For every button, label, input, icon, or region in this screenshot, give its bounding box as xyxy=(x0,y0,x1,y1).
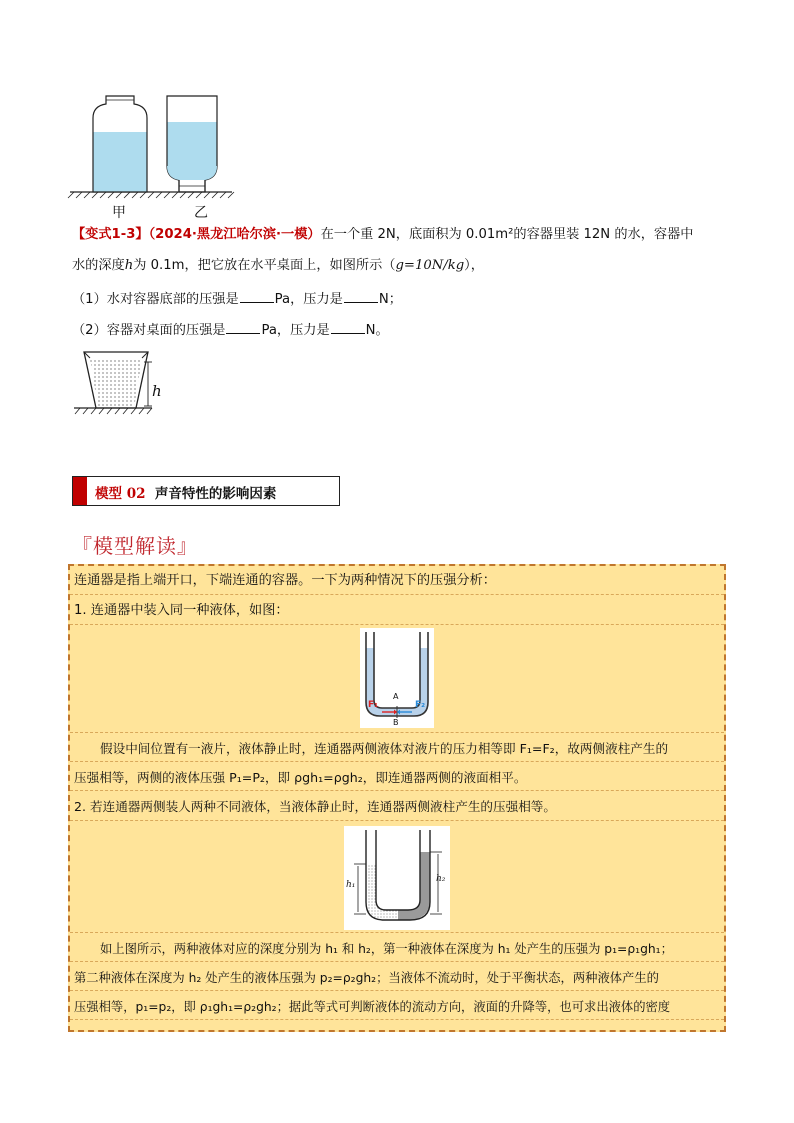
model-explanation-title: 『模型解读』 xyxy=(72,534,198,558)
bottles-figure xyxy=(66,92,236,222)
section-header xyxy=(72,476,340,506)
box-paragraph-1-line-2: 压强相等，两侧的液体压强 P₁=P₂，即 ρgh₁=ρgh₂，即连通器两侧的液面相平。 xyxy=(74,770,527,785)
section-title: 声音特性的影响因素 xyxy=(154,486,277,502)
box-case-2: 2. 若连通器两侧装人两种不同液体，当液体静止时，连通器两侧液柱产生的压强相等。 xyxy=(74,799,556,814)
box-paragraph-2-line-1: 如上图所示，两种液体对应的深度分别为 h₁ 和 h₂，第一种液体在深度为 h₁ 处产生的压强为 p₁=ρ₁gh₁； xyxy=(100,942,673,956)
bottle-label-b: 乙 xyxy=(194,205,208,221)
label-F1: F₁ xyxy=(368,700,379,710)
box-paragraph-2-line-2: 第二种液体在深度为 h₂ 处产生的液体压强为 p₂=ρ₂gh₂；当液体不流动时，处于平衡状态，两种液体产生的 xyxy=(74,971,659,985)
bottle-label-a: 甲 xyxy=(112,205,126,221)
answer-blank-1[interactable] xyxy=(240,288,274,303)
section-marker xyxy=(73,477,87,505)
problem-stem-1: 在一个重 2N，底面积为 0.01m²的容器里装 12N 的水，容器中 xyxy=(320,227,694,242)
box-paragraph-2-line-3: 压强相等，p₁=p₂，即 ρ₁gh₁=ρ₂gh₂；据此等式可判断液体的流动方向，液面的升降等，也可求出液体的密度 xyxy=(74,1000,671,1014)
label-h2: h₂ xyxy=(436,874,446,884)
box-paragraph-1-line-1: 假设中间位置有一液片，液体静止时，连通器两侧液体对液片的压力相等即 F₁=F₂，故两侧液柱产生的 xyxy=(100,741,669,756)
label-B: B xyxy=(393,718,399,727)
u-tube-figure-two-liquids xyxy=(344,826,450,930)
container-figure xyxy=(70,348,180,420)
depth-label-h: h xyxy=(152,382,162,400)
label-h1: h₁ xyxy=(346,880,356,890)
answer-blank-3[interactable] xyxy=(226,319,260,334)
problem-tag: 【变式1-3】 xyxy=(72,227,149,242)
problem-line-1 xyxy=(72,225,694,245)
box-case-1: 1. 连通器中装入同一种液体，如图： xyxy=(74,603,289,618)
section-number: 模型 02 xyxy=(95,486,146,502)
explanation-box xyxy=(68,564,726,1032)
label-A: A xyxy=(393,692,399,701)
box-intro: 连通器是指上端开口，下端连通的容器。一下为两种情况下的压强分析： xyxy=(74,573,496,588)
answer-blank-4[interactable] xyxy=(331,319,365,334)
label-F2: F₂ xyxy=(415,700,426,710)
problem-line-2: 水的深度h为 0.1m，把它放在水平桌面上，如图所示（g=10N/kg）， xyxy=(72,258,484,273)
u-tube-figure-same-liquid xyxy=(360,628,434,728)
answer-blank-2[interactable] xyxy=(344,288,378,303)
question-2: （2）容器对桌面的压强是 Pa，压力是 N。 xyxy=(72,319,389,341)
problem-source: （2024·黑龙江哈尔滨·一模） xyxy=(148,227,321,242)
question-1: （1）水对容器底部的压强是 Pa，压力是 N； xyxy=(72,288,402,310)
